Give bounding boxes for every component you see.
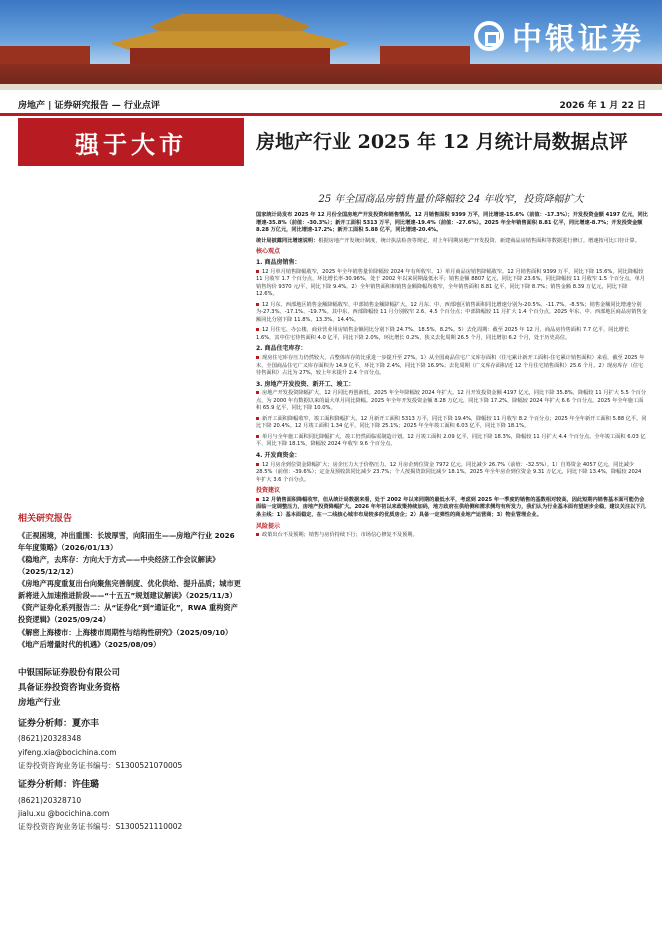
bank-logo-icon xyxy=(474,21,504,51)
header-banner xyxy=(0,0,662,90)
related-reports xyxy=(18,512,244,652)
report-subheader xyxy=(18,96,646,112)
investment-para-3: 单月与全年施工面积同比降幅扩大，竣工仍然面临需制造计划。12 月竣工面积 2.09 亿平，同比下降 18.3%，降幅较 11 月扩大 4.4 个百分点。全年竣工面积 6.03 亿平，同比下降 18.1%，降幅较 2024 年收窄 9.6 个百分点。 xyxy=(256,433,646,448)
sales-para-2: 12 月东、西部地区销售金额降幅收窄，中部销售金额降幅扩大。12 月东、中、西部地区销售面积同比增速分别为-20.5%、-11.7%、-8.5%；销售金额同比增速分别为-27.3%、-17.1%、-19.7%。其中东、西部降幅较 11 月分别收窄 2.6、4.5 个百分点；中部降幅较 11 月扩大 1.4 个百分点。2025 年东、中、西部地区商品房销售金额同比分别下降 11.8%、13.3%、14.4%。 xyxy=(256,301,647,323)
related-reports-title: 相关研究报告 xyxy=(18,514,73,524)
palace-hall xyxy=(130,48,330,64)
header-divider xyxy=(0,113,662,116)
bullet-icon xyxy=(256,328,259,331)
funding-para: 12 月房企到位资金降幅扩大；房企压力大于价格压力。12 月房企到位资金 7972 亿元，同比减少 26.7%（前值：-32.5%）。1）自筹资金 4057 亿元，同比减少 28.5%（前值：-39.6%）；定金及预收款同比减少 23.7%；个人按揭贷款同比减少 18.1%。2025 年全年房企到位资金 9.31 万亿元，同比下降 13.4%，降幅较 2024 年扩大 3.6 个百分点。 xyxy=(256,461,642,483)
related-report-item[interactable]: 《解密上海楼市：上海楼市周期性与结构性研究》（2025/09/10） xyxy=(18,627,233,637)
bullet-icon xyxy=(256,435,259,438)
palace-roof-upper xyxy=(150,12,310,32)
analyst-email[interactable]: jialu.xu @bocichina.com xyxy=(18,808,110,818)
note-text: 根据房地产开发统计制度，统计执法检查等规定，对上年同期房地产开发投资、新建商品房销售面积等数据进行修订。增速按可比口径计算。 xyxy=(318,237,640,244)
investment-advice-para: 12 月销售面积降幅收窄，但从统计局数据来看，处于 2002 年以来同期的最低水平，考虑到 2025 年一季度的销售的基数相对较高，因此短期内销售基本面可能仍会面临一定调整压力，房地产投资降幅扩大。2026 年年初以来政策持续加码，地方政府在供给侧和需求侧均有所发力，我们认为行业基本面有望逐步企稳，建议关注以下几条主线：1）基本面稳定、在一二线核心城市布局较多的优质房企；2）具备一定弹性的商业地产运营商；3）物业管理企业。 xyxy=(256,496,646,518)
analyst-phone: (8621)20328348 xyxy=(18,734,82,744)
analyst-cert: 证券投资咨询业务证书编号：S1300521110002 xyxy=(18,821,183,831)
company-info xyxy=(18,666,244,833)
section-investment: 3. 房地产开发投资、新开工、竣工： xyxy=(256,380,355,388)
section-sales: 1. 商品房销售： xyxy=(256,258,301,266)
related-report-item[interactable]: 《资产证券化系列报告二：从“证券化”到“通证化”，RWA 重构资产投资逻辑》（2025/09/24） xyxy=(18,603,238,624)
sales-para-1: 12 月单月销售降幅收窄，2025 年全年销售量价降幅较 2024 年有所收窄。1）单月商品房销售降幅收窄。12 月销售面积 9399 万平，同比下降 15.6%，同比降幅较 11 月收窄 1.7 个百分点，环比增长率-30.96%，处于 2002 年以来同期最低水平；销售金额 8807 亿元，同比下降 23.6%，同比降幅较 11 月收窄 1.5 个百分点。单月销售均价 9370 元/平，同比下降 9.4%。2）全年销售面积和销售金额降幅均收窄，全年销售面积 8.81 亿平，同比下降 8.7%；销售金额 8.39 万亿元，同比下降 12.6%。 xyxy=(256,268,645,298)
report-body xyxy=(256,212,648,543)
palace-steps xyxy=(0,84,662,90)
side-hall-right xyxy=(380,46,470,64)
company-qualification: 具备证券投资咨询业务资格 xyxy=(18,682,121,693)
sales-para-3: 12 月住宅、办公楼、商业营业用房销售金额同比分别下降 24.7%、18.5%、8.2%。5）去化周期：截至 2025 年 12 月，商品房待售面积 7.7 亿平，同比增长 1.6%，其中住宅待售面积 4.0 亿平，同比下降 2.0%，环比增长 0.2%，狭义去化周期 26.5 个月，同比增加 6.2 个月，处于历史高位。 xyxy=(256,327,630,341)
section-funding: 4. 开发商资金： xyxy=(256,451,301,459)
investment-advice-heading: 投资建议 xyxy=(256,487,281,495)
analyst-phone: (8621)20328710 xyxy=(18,795,82,805)
bullet-icon xyxy=(256,391,259,394)
note-label: 统计局披露同比增速说明： xyxy=(256,237,319,244)
report-category: 房地产 | 证券研究报告 — 行业点评 xyxy=(18,100,160,111)
analyst-name: 证券分析师：夏亦丰 xyxy=(18,718,100,729)
bullet-icon xyxy=(256,533,259,536)
investment-para-2: 新开工面积降幅收窄，竣工面积降幅扩大。12 月新开工面积 5313 万平，同比下降 19.4%，降幅较 11 月收窄 8.2 个百分点；2025 年全年新开工面积 5.88 亿平，同比下降 20.4%。12 月竣工面积 1.34 亿平，同比下降 25.1%；2025 年全年竣工面积 6.03 亿平，同比下降 18.1%。 xyxy=(256,415,647,430)
analyst-1 xyxy=(18,717,244,772)
related-report-item[interactable]: 《房地产再度重复出台向聚焦完善制度、优化供给、提升品质；城市更新将进入加速推进阶段——“十五五”规划建议解读》（2025/11/3） xyxy=(18,579,241,600)
side-hall-left xyxy=(0,46,90,64)
page-subtitle: 25 年全国商品房销售量价降幅较 24 年收窄，投资降幅扩大 xyxy=(318,194,584,205)
analyst-email[interactable]: yifeng.xia@bocichina.com xyxy=(18,747,117,757)
industry-label: 房地产行业 xyxy=(18,697,61,708)
page-title: 房地产行业 2025 年 12 月统计局数据点评 xyxy=(256,131,628,153)
brand-logo xyxy=(474,14,644,58)
bullet-icon xyxy=(256,463,259,466)
related-report-item[interactable]: 《地产后增量时代的机遇》（2025/08/09） xyxy=(18,640,161,650)
bullet-icon xyxy=(256,498,259,501)
investment-para-1: 房地产开发投资降幅扩大，12 月同比再创新低。2025 年全年降幅较 2024 年扩大。12 月开发投资金额 4197 亿元，同比下降 35.8%，降幅较 11 月扩大 5.5 个百分点，为 2000 年有数据以来的最大单月同比降幅。2025 年全年开发投资金额 8.28 万亿元，同比下降 17.2%，降幅较 2024 年扩大 6.6 个百分点。2025 年全年施工面积 65.9 亿平，同比下降 10.0%。 xyxy=(256,390,647,412)
brand-name: 中银证券 xyxy=(512,22,644,57)
report-date: 2026 年 1 月 22 日 xyxy=(559,100,646,111)
risk-para: 政策出台不及预期；销售与房价持续下行；市场信心修复不及预期。 xyxy=(256,532,648,540)
related-report-item[interactable]: 《稳地产，去库存：方向大于方式——中央经济工作会议解读》（2025/12/12） xyxy=(18,555,220,576)
bullet-icon xyxy=(256,270,259,273)
note-paragraph xyxy=(256,238,648,246)
related-report-item[interactable]: 《正视困境，冲出重围：长坡厚雪，向阳而生——房地产行业 2026 年年度策略》（2026/01/13） xyxy=(18,531,235,552)
core-view-heading: 核心观点 xyxy=(256,248,281,256)
company-name: 中银国际证券股份有限公司 xyxy=(18,668,121,678)
section-inventory: 2. 商品住宅库存： xyxy=(256,345,307,353)
analyst-name: 证券分析师：许佳璐 xyxy=(18,779,100,790)
bullet-icon xyxy=(256,356,259,359)
bullet-icon xyxy=(256,303,259,306)
analyst-2 xyxy=(18,778,244,833)
risk-heading: 风险提示 xyxy=(256,522,281,530)
bullet-icon xyxy=(256,417,259,420)
summary-paragraph: 国家统计局发布 2025 年 12 月份全国房地产开发投资和销售情况。12 月销售面积 9399 万平，同比增速-15.6%（前值：-17.3%）；开发投资金额 4197 亿元，同比增速-35.8%（前值：-30.3%）；新开工面积 5313 万平，同比增速-19.4%（前值：-27.6%）。2025 年全年销售面积 8.81 亿平，同比增速-8.7%；开发投资金额 8.28 万亿元，同比增速-17.2%；新开工面积 5.88 亿平，同比增速-20.4%。 xyxy=(256,212,648,234)
rating-badge: 强于大市 xyxy=(18,118,244,166)
analyst-cert: 证券投资咨询业务证书编号：S1300521070005 xyxy=(18,760,183,770)
related-reports-list xyxy=(18,530,244,650)
inventory-para: 现房住宅库存压力仍然较大，占整体库存的比重进一步提升至 27%。1）从全国商品住宅广义库存面积（住宅累计新开工面积-住宅累计销售面积）来看，截至 2025 年末，全国商品住宅广义库存面积为 14.9 亿平，环比下降 2.4%，同比下降 16.9%；去化周期（广义库存面积/近 12 个月住宅销售面积）25.6 个月。2）现房库存（住宅待售面积）占比为 27%，较上年末提升 2.4 个百分点。 xyxy=(256,354,645,377)
